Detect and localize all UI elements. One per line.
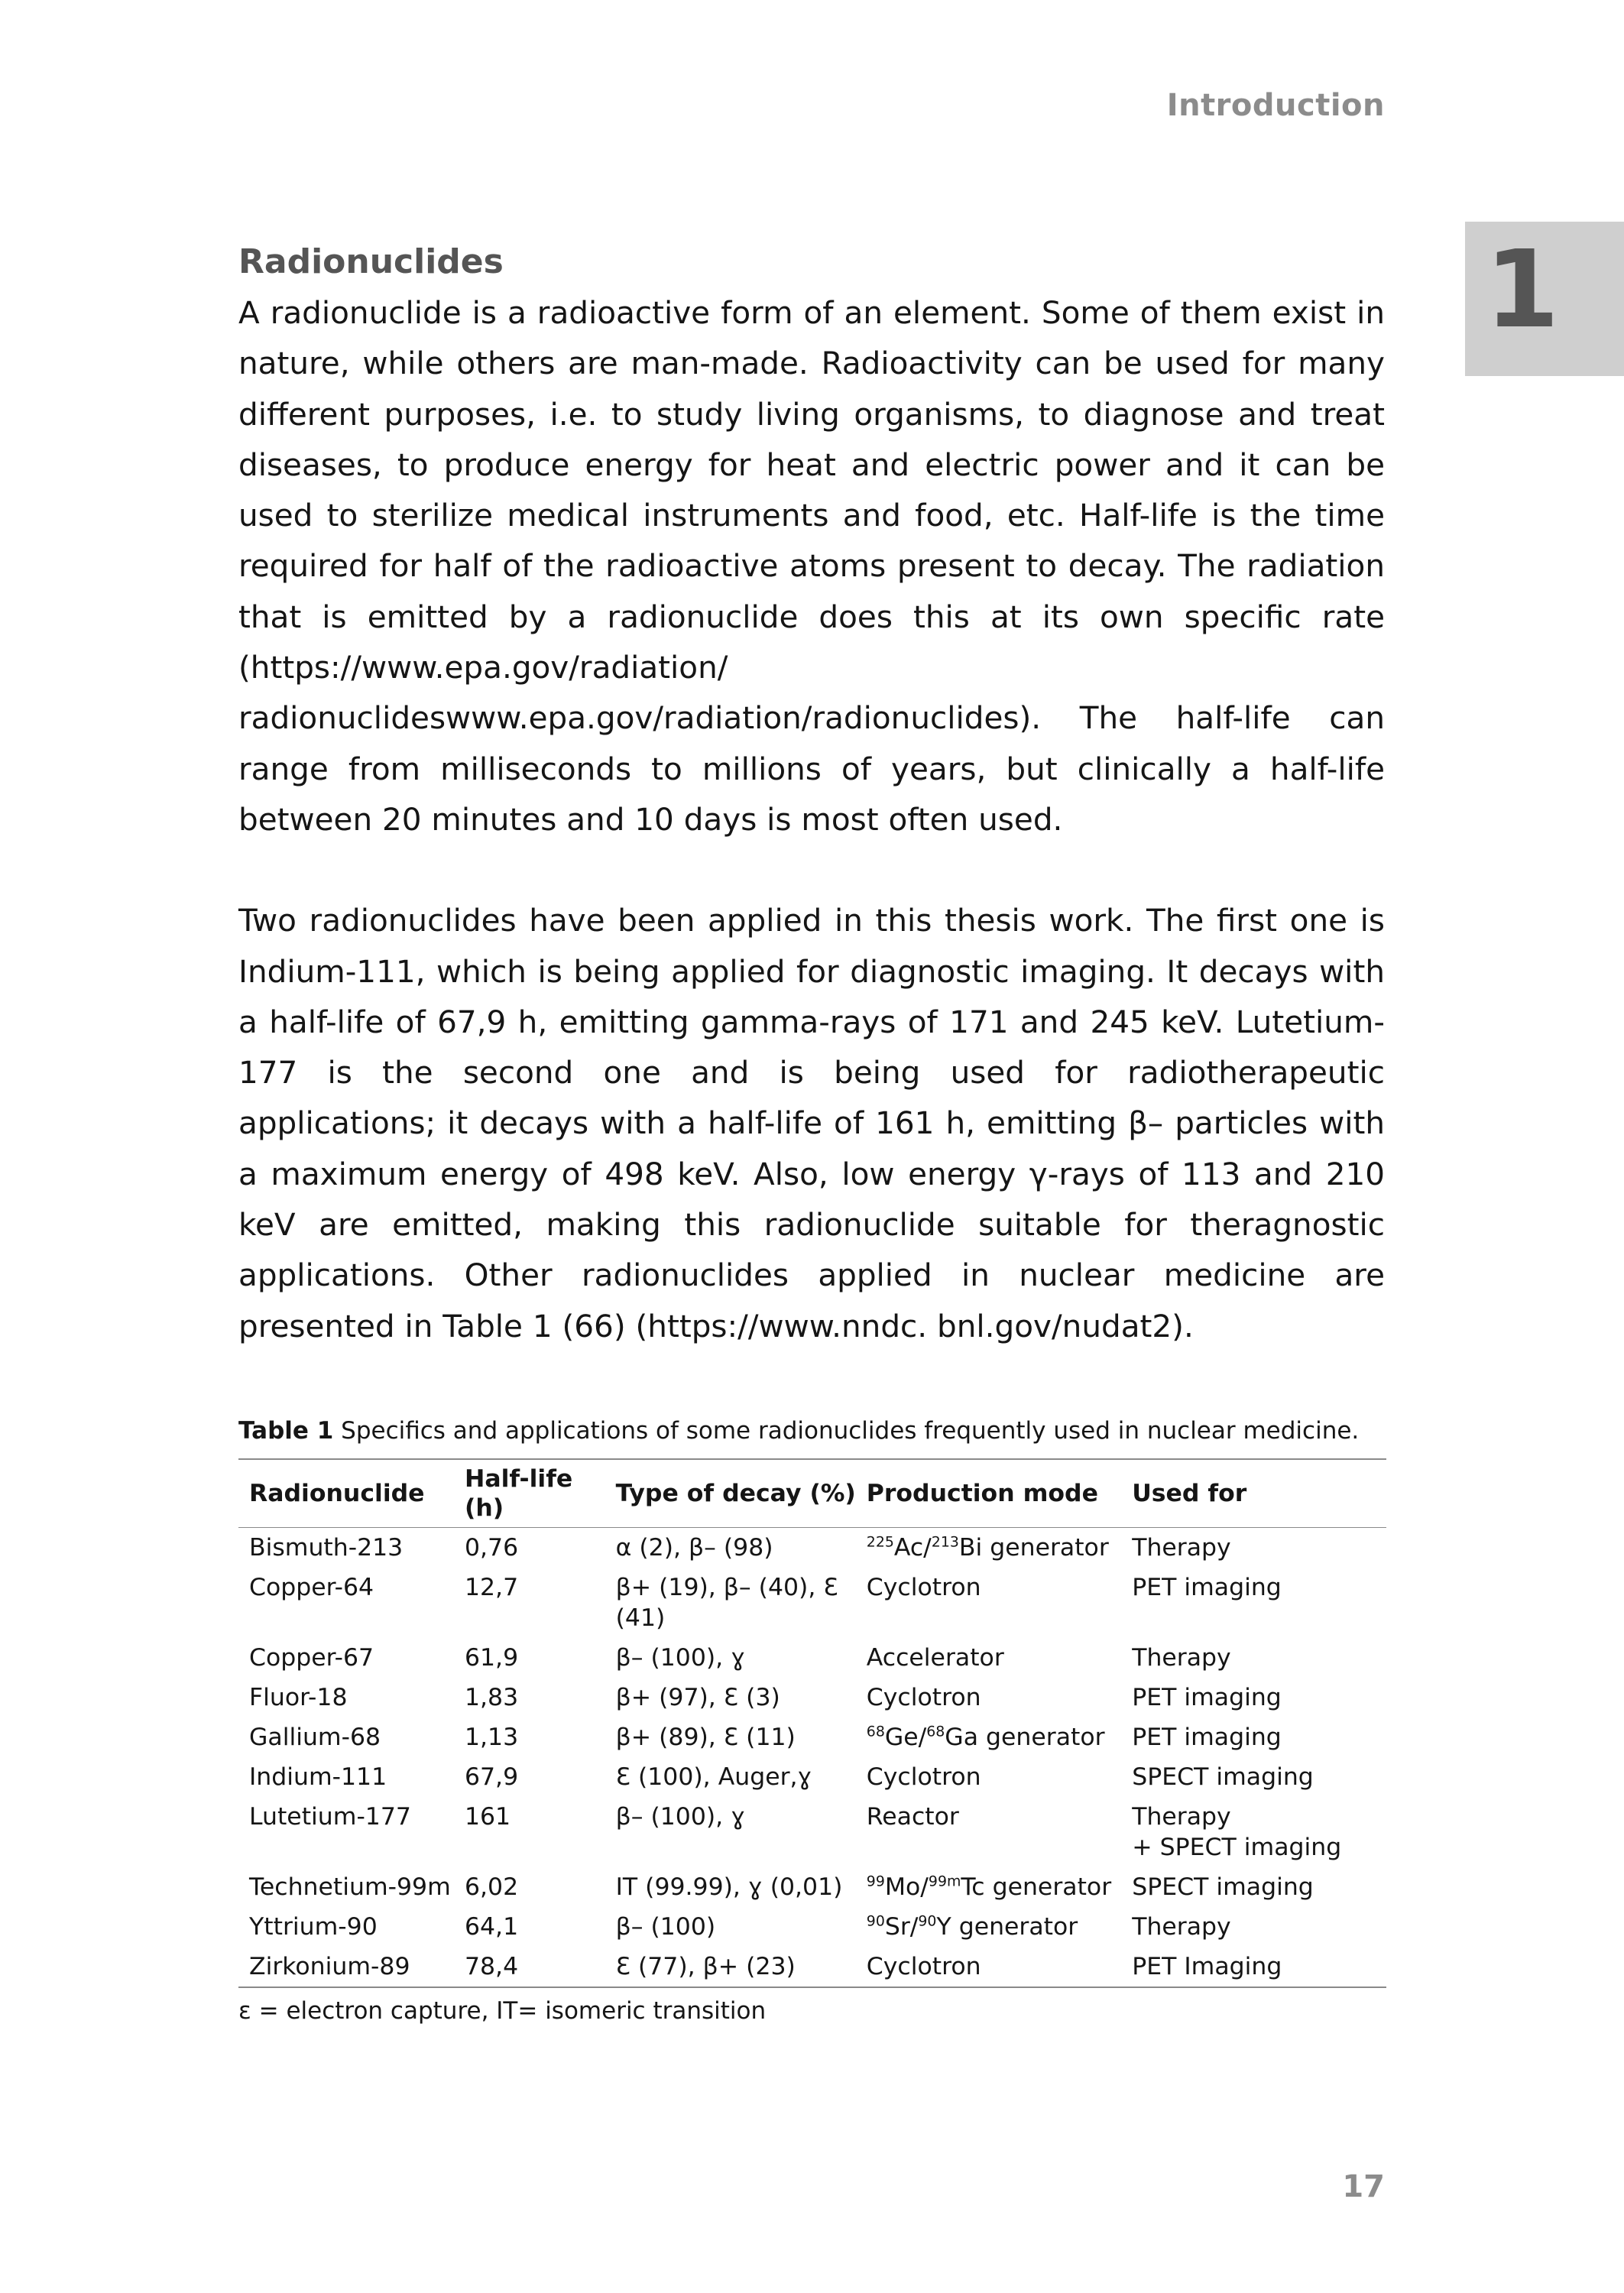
- cell-half-life: 67,9: [464, 1763, 519, 1791]
- cell-radionuclide: Copper-64: [249, 1573, 374, 1601]
- used-for-primary: Therapy: [1132, 1802, 1231, 1831]
- cell-production: [856, 1527, 1121, 1568]
- daughter-generator: Bi generator: [958, 1533, 1109, 1562]
- used-for-primary: SPECT imaging: [1132, 1763, 1314, 1791]
- table-row: [238, 1678, 1386, 1717]
- running-header: Introduction: [1166, 88, 1385, 123]
- cell-production: [856, 1867, 1121, 1907]
- cell-radionuclide: Technetium-99m: [249, 1873, 451, 1901]
- column-header-half-life: Half-life (h): [454, 1459, 605, 1528]
- cell-production: Cyclotron: [856, 1947, 1121, 1987]
- mass-number: 99: [866, 1873, 885, 1890]
- cell-half-life: 6,02: [464, 1873, 519, 1901]
- paragraph-1: A radionuclide is a radioactive form of an element. Some of them exist in nature, while others are man-made. Radioactivity can be used for many different purposes, i.e. to study living organisms, to diagnose and treat diseases, to produce energy for heat and electric power and it can be used to sterilize medical instruments and food, etc. Half-life is the time required for half of the radioactive atoms present to decay. The radiation that is emitted by a radionuclide does this at its own specific rate (https://www.epa.gov/radiation/ radionuclideswww.epa.gov/radiation/radionuclides). The half-life can range from milliseconds to millions of years, but clinically a half-life between 20 minutes and 10 days is most often used.: [238, 294, 1385, 838]
- cell-decay: β– (100): [615, 1912, 716, 1941]
- cell-decay: β– (100), ɣ: [615, 1802, 745, 1831]
- cell-production: Reactor: [866, 1802, 959, 1831]
- cell-radionuclide: Zirkonium-89: [238, 1947, 454, 1987]
- mass-number: 68: [866, 1723, 885, 1740]
- cell-half-life: 78,4: [454, 1947, 605, 1987]
- used-for-primary: SPECT imaging: [1132, 1873, 1314, 1901]
- cell-radionuclide: Lutetium-177: [249, 1802, 411, 1831]
- cell-radionuclide: Copper-67: [249, 1643, 374, 1672]
- table-body: [238, 1527, 1386, 1987]
- table-row: [238, 1527, 1386, 1568]
- cell-used-for: [1121, 1867, 1386, 1907]
- table-row: [238, 1797, 1386, 1867]
- cell-production: Accelerator: [866, 1643, 1004, 1672]
- cell-radionuclide: Fluor-18: [249, 1683, 348, 1711]
- cell-decay: β+ (19), β– (40), Ɛ (41): [615, 1573, 838, 1632]
- daughter-generator: Tc generator: [961, 1873, 1112, 1901]
- cell-used-for: [1121, 1947, 1386, 1987]
- cell-used-for: [1121, 1527, 1386, 1568]
- table-caption-text: Specifics and applications of some radionuclides frequently used in nuclear medicine.: [341, 1416, 1360, 1445]
- cell-half-life: 64,1: [464, 1912, 519, 1941]
- cell-half-life: 0,76: [464, 1533, 519, 1562]
- cell-half-life: 1,13: [464, 1723, 519, 1751]
- page-number: 17: [1342, 2169, 1385, 2204]
- table-row: [238, 1947, 1386, 1987]
- daughter-generator: Y generator: [936, 1912, 1078, 1941]
- cell-used-for: [1121, 1717, 1386, 1757]
- cell-radionuclide: Yttrium-90: [249, 1912, 378, 1941]
- column-header-production: Production mode: [856, 1459, 1121, 1528]
- mass-number: 90: [866, 1912, 885, 1930]
- cell-used-for: [1121, 1907, 1386, 1947]
- cell-half-life: 1,83: [464, 1683, 519, 1711]
- column-header-decay: Type of decay (%): [605, 1459, 856, 1528]
- cell-used-for: [1121, 1638, 1386, 1678]
- column-header-used-for: Used for: [1121, 1459, 1386, 1528]
- radionuclide-table: [238, 1458, 1386, 1988]
- used-for-primary: PET imaging: [1132, 1723, 1282, 1751]
- cell-radionuclide: Bismuth-213: [249, 1533, 404, 1562]
- parent-element: Ac/: [893, 1533, 932, 1562]
- cell-used-for: [1121, 1757, 1386, 1797]
- used-for-primary: PET imaging: [1132, 1573, 1282, 1601]
- cell-used-for: [1121, 1678, 1386, 1717]
- chapter-number: 1: [1485, 228, 1560, 352]
- mass-number: 225: [866, 1533, 894, 1551]
- table-row: [238, 1757, 1386, 1797]
- cell-decay: β+ (89), Ɛ (11): [615, 1723, 796, 1751]
- cell-half-life: 161: [464, 1802, 511, 1831]
- cell-production: Cyclotron: [866, 1763, 981, 1791]
- used-for-primary: PET imaging: [1132, 1683, 1282, 1711]
- cell-decay: β– (100), ɣ: [615, 1643, 745, 1672]
- cell-half-life: 61,9: [464, 1643, 519, 1672]
- cell-decay: Ɛ (77), β+ (23): [605, 1947, 856, 1987]
- table-row: [238, 1568, 1386, 1638]
- table-row: [238, 1717, 1386, 1757]
- used-for-primary: PET Imaging: [1132, 1952, 1282, 1980]
- parent-element: Mo/: [884, 1873, 929, 1901]
- cell-production: [856, 1717, 1121, 1757]
- page-content: [238, 237, 1385, 2026]
- cell-used-for: [1121, 1797, 1386, 1867]
- table-caption: [238, 1416, 1385, 1446]
- cell-production: Cyclotron: [866, 1683, 981, 1711]
- cell-decay: Ɛ (100), Auger,ɣ: [615, 1763, 812, 1791]
- column-header-radionuclide: Radionuclide: [238, 1459, 454, 1528]
- table-row: [238, 1638, 1386, 1678]
- table-header-row: [238, 1459, 1386, 1528]
- chapter-tab: [1465, 222, 1624, 376]
- section-title: Radionuclides: [238, 242, 504, 281]
- parent-element: Sr/: [884, 1912, 919, 1941]
- table-caption-label: Table 1: [238, 1416, 334, 1445]
- mass-number: 213: [931, 1533, 959, 1551]
- cell-decay: β+ (97), Ɛ (3): [615, 1683, 780, 1711]
- cell-decay: α (2), β– (98): [615, 1533, 773, 1562]
- table-row: [238, 1867, 1386, 1907]
- cell-radionuclide: Gallium-68: [249, 1723, 381, 1751]
- paragraph-2: Two radionuclides have been applied in this thesis work. The first one is Indium-111, which is being applied for diagnostic imaging. It decays with a half-life of 67,9 h, emitting gamma-rays of 171 and 245 keV. Lutetium-177 is the second one and is being used for radiotherapeutic applications; it decays with a half-life of 161 h, emitting β– particles with a maximum energy of 498 keV. Also, low energy γ-rays of 113 and 210 keV are emitted, making this radionuclide suitable for theragnostic applications. Other radionuclides applied in nuclear medicine are presented in Table 1 (66) (https://www.nndc. bnl.gov/nudat2).: [238, 902, 1385, 1344]
- cell-production: [856, 1907, 1121, 1947]
- used-for-primary: Therapy: [1132, 1643, 1231, 1672]
- mass-number: 90: [918, 1912, 937, 1930]
- parent-element: Ge/: [884, 1723, 927, 1751]
- used-for-primary: Therapy: [1132, 1912, 1231, 1941]
- mass-number: 68: [926, 1723, 945, 1740]
- table-footnote: ε = electron capture, IT= isomeric transition: [238, 1996, 767, 2025]
- cell-radionuclide: Indium-111: [249, 1763, 387, 1791]
- cell-used-for: [1121, 1568, 1386, 1638]
- cell-decay: IT (99.99), ɣ (0,01): [615, 1873, 843, 1901]
- cell-production: Cyclotron: [866, 1573, 981, 1601]
- used-for-secondary: + SPECT imaging: [1132, 1833, 1342, 1861]
- used-for-primary: Therapy: [1132, 1533, 1231, 1562]
- table-row: [238, 1907, 1386, 1947]
- daughter-generator: Ga generator: [945, 1723, 1105, 1751]
- mass-number: 99m: [928, 1873, 961, 1890]
- cell-half-life: 12,7: [464, 1573, 519, 1601]
